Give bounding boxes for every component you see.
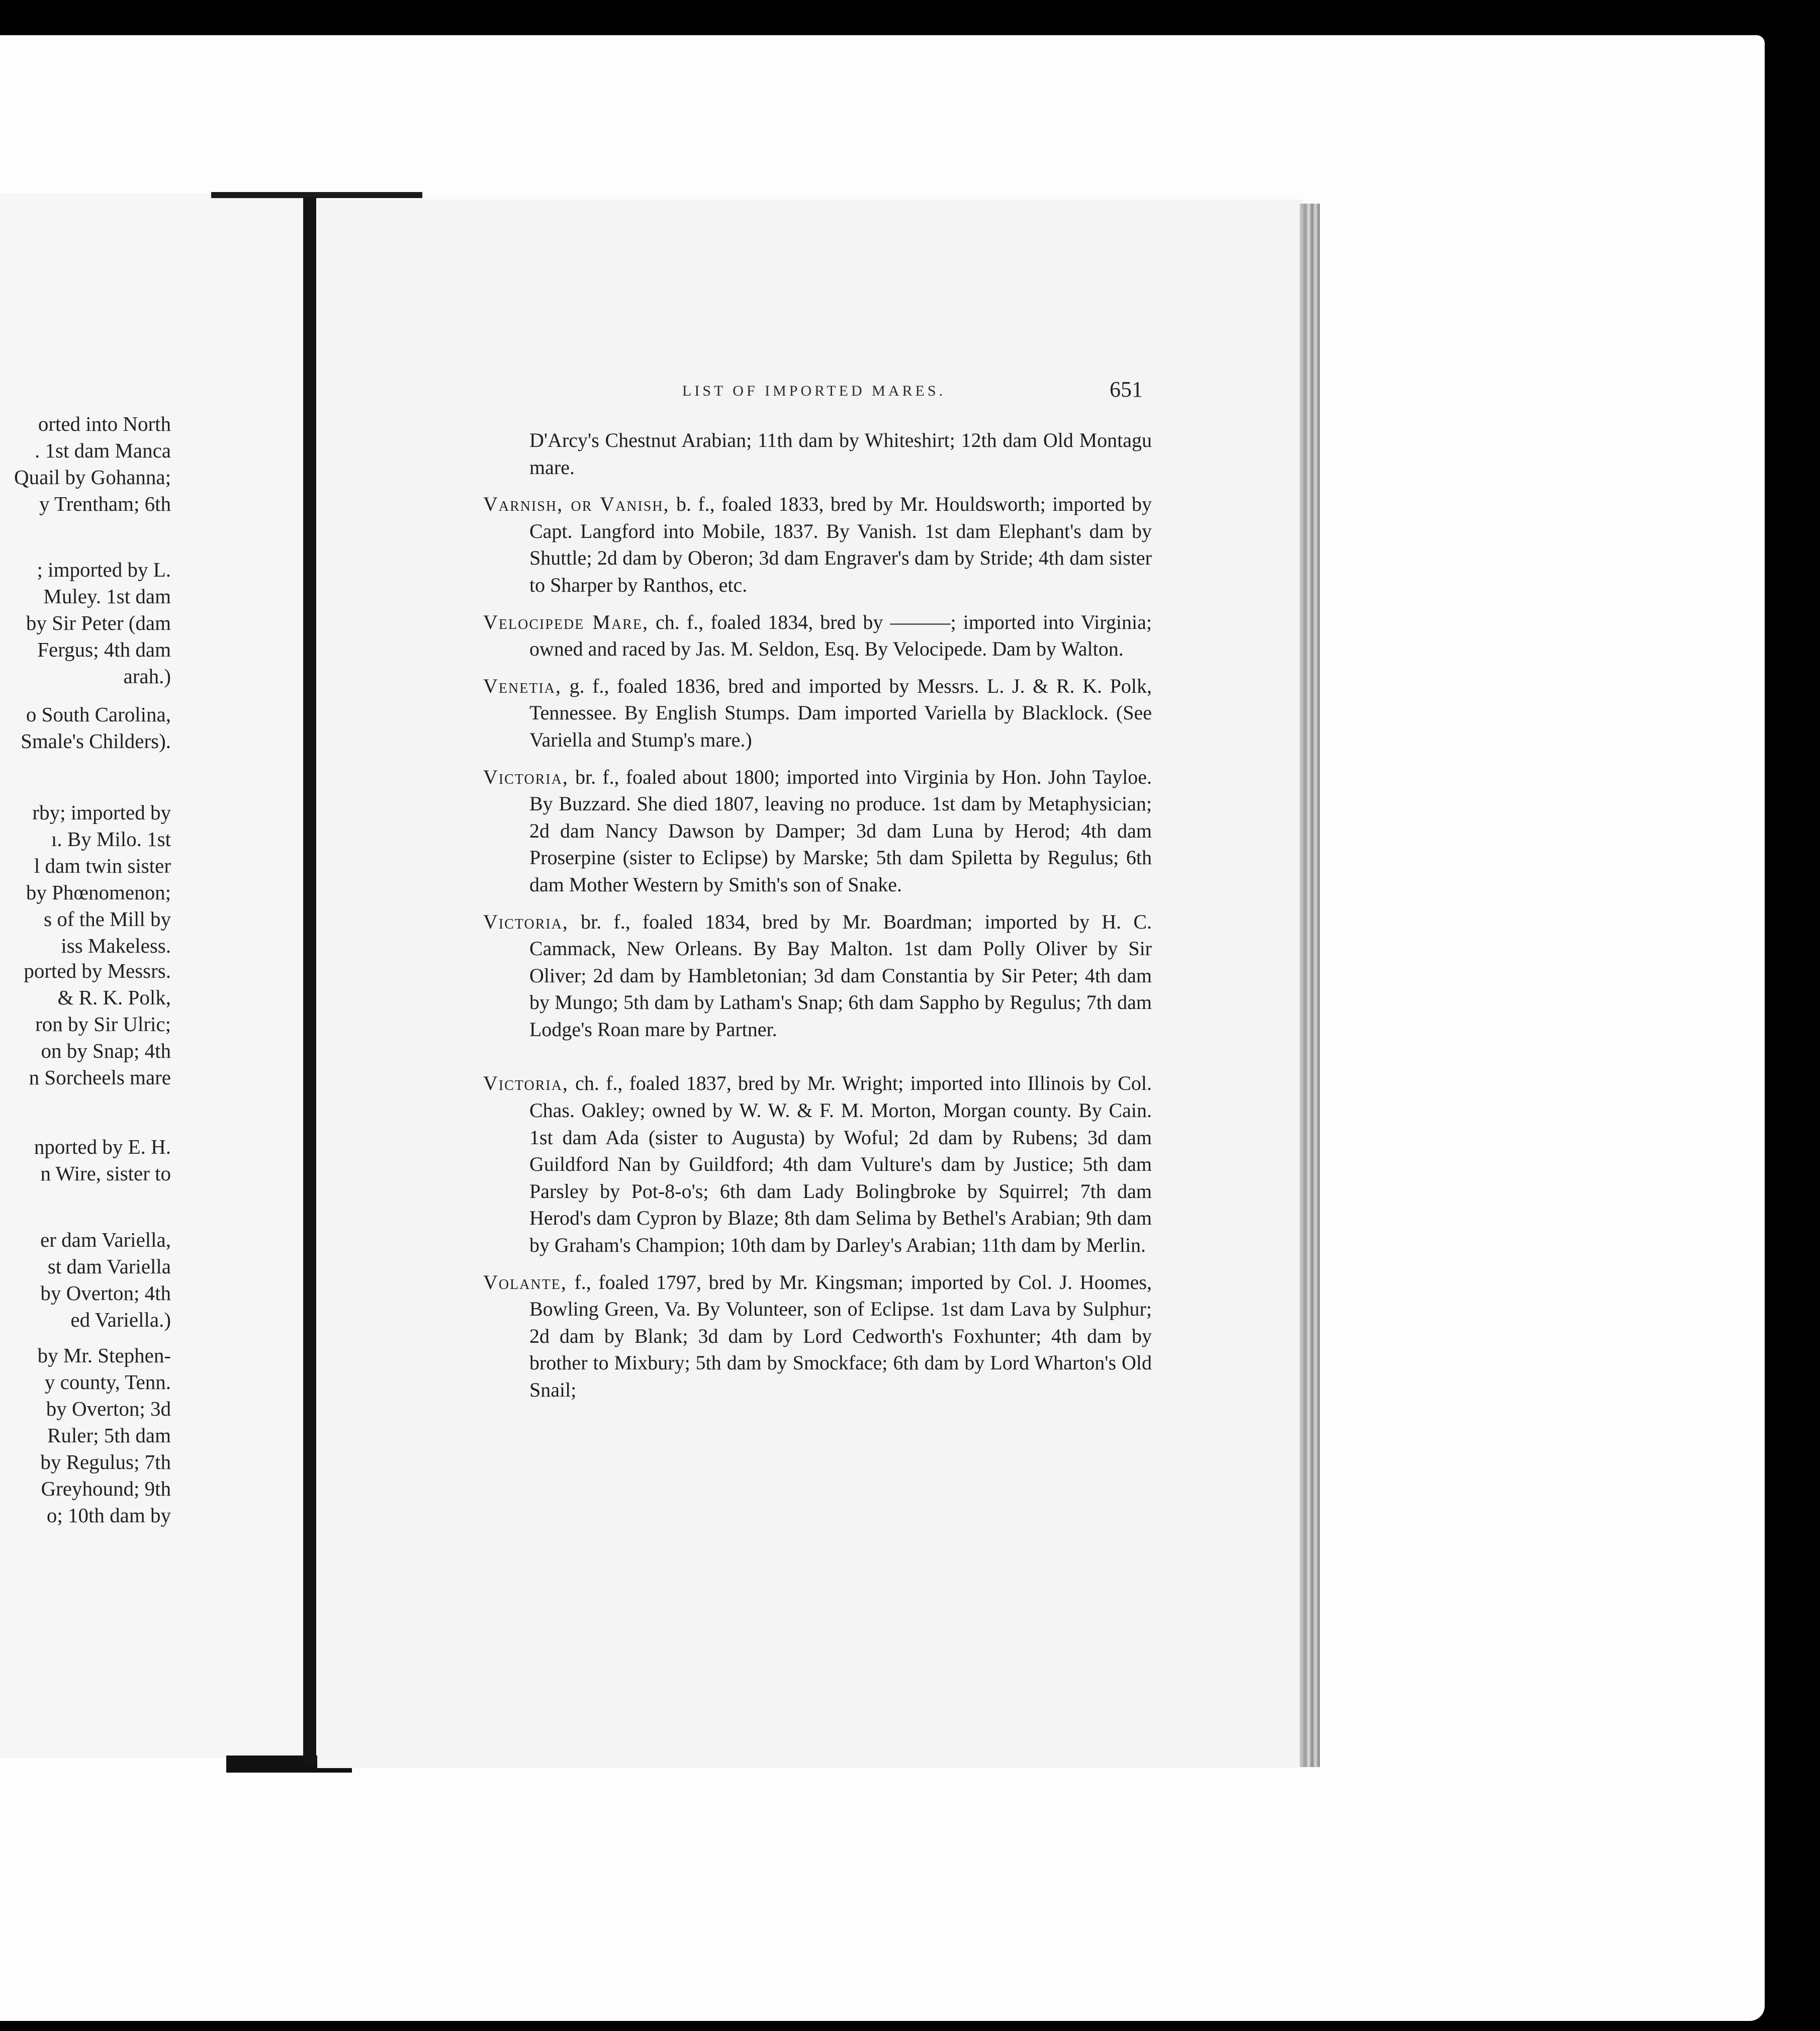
entry-text: g. f., foaled 1836, bred and imported by Messrs. L. J. & R. K. Polk, Tennessee. By English Stumps. Dam imported Variella by Blacklock. (See Variella and Stump's mare.) <box>529 674 1152 751</box>
left-fragment-group-a <box>0 411 171 517</box>
entry-name: Victoria, <box>483 910 569 933</box>
entry-text: ch. f., foaled 1837, bred by Mr. Wright; imported into Illinois by Col. Chas. Oakley; owned by W. W. & F. M. Morton, Morgan county. By Cain. 1st dam Ada (sister to Augusta) by Woful; 2d dam by Rubens; 3d dam Guildford Nan by Guildford; 4th dam Vulture's dam by Justice; 5th dam Parsley by Pot-8-o's; 6th dam Lady Bolingbroke by Squirrel; 7th dam Herod's dam Cypron by Blaze; 8th dam Selima by Bethel's Arabian; 9th dam by Graham's Champion; 10th dam by Darley's Arabian; 11th dam by Merlin. <box>529 1072 1152 1257</box>
left-line: n Sorcheels mare <box>29 1066 171 1089</box>
left-line: o South Carolina, <box>26 703 171 726</box>
left-fragment-group-h <box>0 1342 171 1529</box>
entry-text: f., foaled 1797, bred by Mr. Kingsman; imported by Col. J. Hoomes, Bowling Green, Va. By Volunteer, son of Eclipse. 1st dam Lava by Sulphur; 2d dam by Blank; 3d dam by Lord Cedworth's Foxhunter; 4th dam by brother to Mixbury; 5th dam by Smockface; 6th dam by Lord Wharton's Old Snail; <box>529 1270 1152 1401</box>
page-edges <box>1300 204 1320 1767</box>
entry-varnish <box>483 491 1152 598</box>
left-line: l dam twin sister <box>34 854 171 877</box>
left-line: y county, Tenn. <box>44 1370 171 1394</box>
left-fragment-group-d <box>0 799 171 959</box>
running-title: LIST OF IMPORTED MARES. <box>682 383 946 399</box>
left-line: by Mr. Stephen- <box>37 1344 171 1367</box>
entry-text: br. f., foaled about 1800; imported into Virginia by Hon. John Tayloe. By Buzzard. She died 1807, leaving no produce. 1st dam by Metaphysician; 2d dam Nancy Dawson by Damper; 3d dam Luna by Herod; 4th dam Proserpine (sister to Eclipse) by Marske; 5th dam Spiletta by Regulus; 6th dam Mother Western by Smith's son of Snake. <box>529 765 1152 896</box>
left-line: rby; imported by <box>32 801 171 824</box>
left-line: by Sir Peter (dam <box>26 611 171 634</box>
left-line: Quail by Gohanna; <box>14 466 171 489</box>
left-line: ported by Messrs. <box>24 959 171 982</box>
entry-velocipede-mare <box>483 609 1152 663</box>
entry-text: b. f., foaled 1833, bred by Mr. Houldsworth; imported by Capt. Langford into Mobile, 1837. By Vanish. 1st dam Elephant's dam by Shuttle; 2d dam by Oberon; 3d dam Engraver's dam by Stride; 4th dam sister to Sharper by Ranthos, etc. <box>529 493 1152 596</box>
entry-venetia <box>483 673 1152 754</box>
left-line: Greyhound; 9th <box>41 1477 171 1500</box>
left-fragment-group-b <box>0 557 171 690</box>
left-line: o; 10th dam by <box>46 1504 171 1527</box>
entry-name: Venetia, <box>483 674 562 697</box>
running-head <box>317 377 1303 407</box>
left-fragment-group-c <box>0 701 171 755</box>
left-line: arah.) <box>123 665 171 688</box>
entry-text: ch. f., foaled 1834, bred by ———; imported into Virginia; owned and raced by Jas. M. Seldon, Esq. By Velocipede. Dam by Walton. <box>529 610 1152 661</box>
entry-volante <box>483 1269 1152 1404</box>
left-line: . 1st dam Manca <box>35 439 171 462</box>
left-fragment-group-e <box>0 958 171 1091</box>
entry-victoria-1837 <box>483 1070 1152 1258</box>
entry-name: Victoria, <box>483 1072 569 1095</box>
left-fragment-group-g <box>0 1227 171 1333</box>
left-line: Fergus; 4th dam <box>37 638 171 661</box>
left-line: Ruler; 5th dam <box>47 1424 171 1447</box>
left-line: orted into North <box>38 412 171 435</box>
book-binding-gutter <box>303 197 316 1766</box>
left-line: n Wire, sister to <box>40 1162 171 1185</box>
entry-victoria-1834 <box>483 908 1152 1043</box>
entry-name: Volante, <box>483 1270 567 1294</box>
left-line: on by Snap; 4th <box>41 1039 171 1062</box>
left-line: & R. K. Polk, <box>57 986 171 1009</box>
left-line: nported by E. H. <box>34 1135 171 1158</box>
left-line: y Trentham; 6th <box>39 492 171 515</box>
left-line: ron by Sir Ulric; <box>35 1012 171 1036</box>
left-line: Muley. 1st dam <box>43 585 171 608</box>
left-line: ; imported by L. <box>37 558 171 581</box>
left-line: iss Makeless. <box>61 934 171 957</box>
left-line: by Overton; 3d <box>46 1397 171 1420</box>
entry-text: br. f., foaled 1834, bred by Mr. Boardman; imported by H. C. Cammack, New Orleans. By Bay Malton. 1st dam Polly Oliver by Sir Oliver; 2d dam by Hambletonian; 3d dam Constantia by Sir Peter; 4th dam by Mungo; 5th dam by Latham's Snap; 6th dam Sappho by Regulus; 7th dam Lodge's Roan mare by Partner. <box>529 910 1152 1041</box>
left-page <box>0 194 314 1758</box>
entry-name: Varnish, or Vanish, <box>483 493 670 516</box>
page-number: 651 <box>1110 377 1143 402</box>
left-line: er dam Variella, <box>40 1228 171 1251</box>
spine-top-edge <box>211 192 422 198</box>
entry-victoria-1800 <box>483 764 1152 898</box>
continuation-paragraph: D'Arcy's Chestnut Arabian; 11th dam by Whiteshirt; 12th dam Old Montagu mare. <box>529 429 1152 479</box>
entry-name: Velocipede Mare, <box>483 610 649 633</box>
right-page <box>317 200 1303 1768</box>
left-line: by Regulus; 7th <box>40 1450 171 1473</box>
left-line: Smale's Childers). <box>21 729 171 753</box>
left-line: st dam Variella <box>47 1255 171 1278</box>
left-line: by Overton; 4th <box>40 1281 171 1305</box>
left-line: s of the Mill by <box>44 907 171 931</box>
left-line: ı. By Milo. 1st <box>51 827 171 851</box>
entry-name: Victoria, <box>483 765 569 788</box>
left-line: by Phœnomenon; <box>26 881 171 904</box>
left-fragment-group-f <box>0 1134 171 1187</box>
spacer <box>483 1053 1152 1070</box>
text-block <box>483 427 1152 1414</box>
left-line: ed Variella.) <box>70 1308 171 1331</box>
